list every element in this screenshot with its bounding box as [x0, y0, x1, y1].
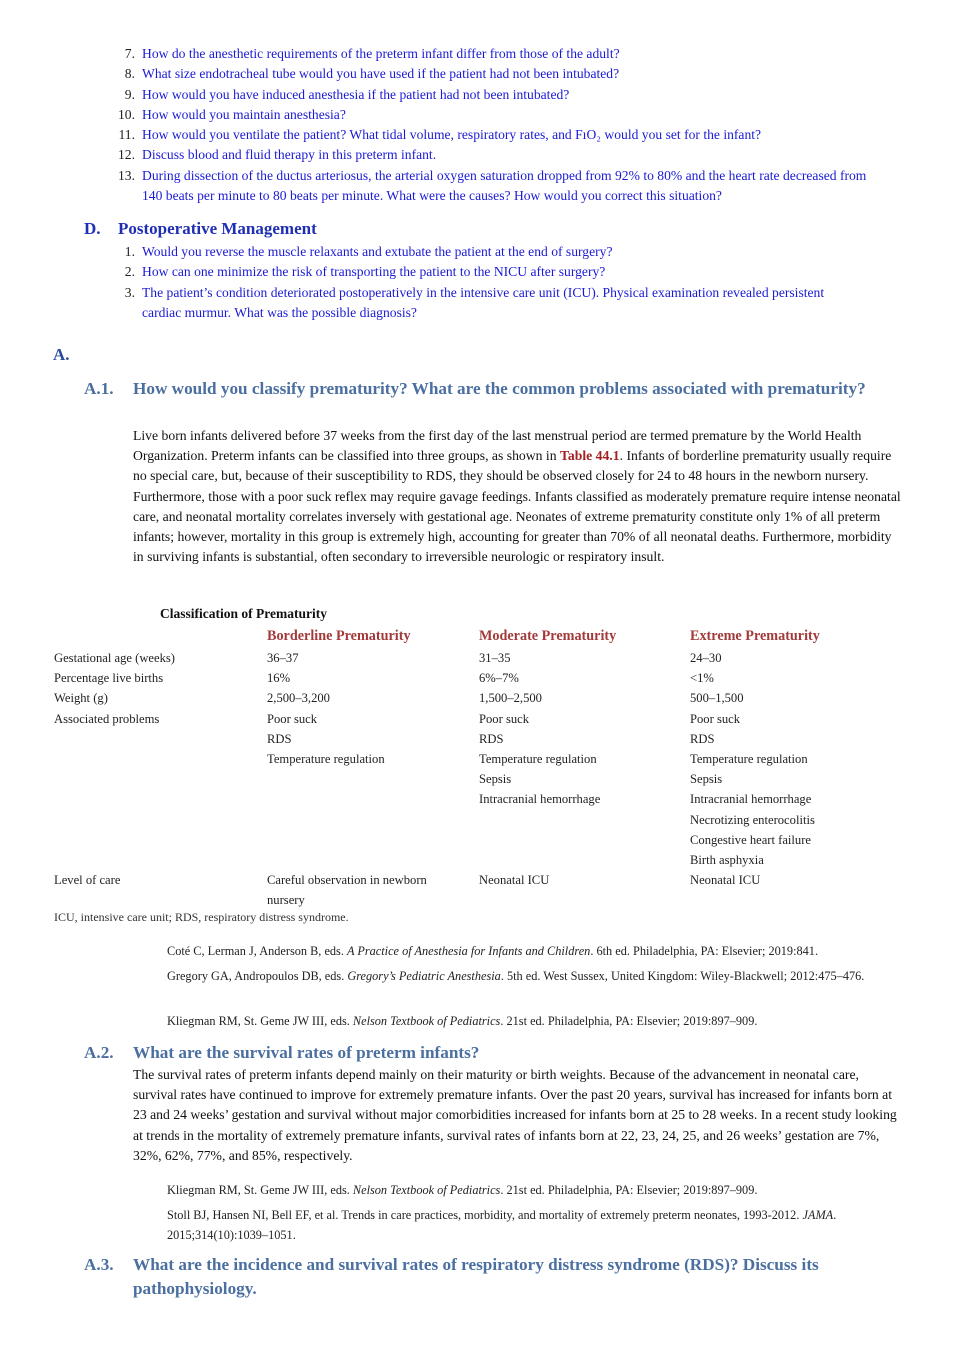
table-cell: Intracranial hemorrhage: [479, 792, 601, 807]
table-cell: Temperature regulation: [479, 752, 597, 766]
answer-paragraph-a2: The survival rates of preterm infants depend mainly on their maturity or birth weights. Because of the advancement in neonatal care, survival rates have continued to improve for extremely premature infants. Over the past 20 years, survival has increased for infants born at 23 and 24 weeks’ gestation and survival without major comorbidities increased for infants born at 25 to 28 weeks. In a recent study looking at trends in the mortality of extremely premature infants, survival rates of infants born at 22, 23, 24, 25, and 26 weeks’ gestation are 7%, 32%, 62%, 77%, and 85%, respectively.: [133, 1067, 897, 1163]
table-cell: RDS: [267, 731, 292, 746]
question-number: 7.: [124, 46, 135, 61]
reference-text: Coté C, Lerman J, Anderson B, eds.: [167, 944, 347, 958]
question-heading-number: A.1.: [84, 379, 114, 398]
table-cell: Careful observation in newborn: [267, 873, 427, 888]
table-cell: Poor suck: [690, 711, 741, 726]
question-heading-text: How would you classify prematurity? What are the common problems associated with prematurity?: [133, 379, 866, 398]
table-cell: 1,500–2,500: [479, 691, 542, 706]
column-header: Borderline Prematurity: [267, 628, 411, 644]
table-cell: Neonatal ICU: [479, 873, 550, 888]
table-cell: Birth asphyxia: [690, 853, 764, 867]
section-a-heading: A.: [53, 345, 70, 364]
reference-source-title: Gregory’s Pediatric Anesthesia: [347, 969, 501, 983]
reference-entry: [167, 966, 887, 986]
table-cell: Temperature regulation: [690, 752, 808, 766]
column-header: Moderate Prematurity: [479, 628, 617, 644]
question-item: [107, 242, 862, 262]
row-label: Gestational age (weeks): [54, 651, 175, 665]
question-number: 8.: [124, 66, 135, 82]
reference-text: Gregory GA, Andropoulos DB, eds.: [167, 969, 348, 983]
question-text: During dissection of the ductus arteriosus, the arterial oxygen saturation dropped from 92% to 80% and the heart rate decreased from 140 beats per minute to 80 beats per minute. What were the causes? How would you correct this situation?: [142, 167, 867, 204]
table-cell: nursery: [267, 893, 305, 908]
question-text: How would you maintain anesthesia?: [142, 106, 346, 122]
table-cell: Necrotizing enterocolitis: [690, 812, 815, 827]
table-cell: Neonatal ICU: [690, 873, 761, 888]
question-item: [107, 44, 887, 64]
question-heading-a1: [84, 377, 903, 401]
reference-entry: [167, 1180, 887, 1200]
table-cell: 24–30: [690, 651, 722, 665]
question-heading-text: What are the survival rates of preterm infants?: [133, 1043, 480, 1062]
question-item: [107, 64, 887, 84]
question-item: [107, 85, 887, 105]
reference-entry: [167, 941, 887, 961]
reference-text: Kliegman RM, St. Geme JW III, eds.: [167, 1014, 353, 1028]
question-number: 3.: [124, 284, 135, 300]
reference-text: . 2015;314(10):1039–1051.: [167, 1208, 837, 1243]
section-d-heading: [84, 219, 317, 239]
reference-text: . 21st ed. Philadelphia, PA: Elsevier; 2019:897–909.: [500, 1183, 758, 1197]
question-item: [107, 105, 887, 125]
question-text: How would you ventilate the patient? What tidal volume, respiratory rates, and FıO₂ would you set for the infant?: [142, 127, 762, 143]
reference-text: . 6th ed. Philadelphia, PA: Elsevier; 2019:841.: [590, 944, 819, 958]
question-text: What size endotracheal tube would you have used if the patient had not been intubated?: [142, 66, 620, 82]
table-cell: 36–37: [267, 651, 299, 665]
question-heading-a3: [84, 1253, 903, 1301]
reference-source-title: JAMA: [802, 1208, 834, 1222]
question-text: Discuss blood and fluid therapy in this preterm infant.: [142, 147, 437, 163]
question-number: 12.: [118, 147, 135, 163]
reference-text: Stoll BJ, Hansen NI, Bell EF, et al. Trends in care practices, morbidity, and mortality of extremely preterm neonates, 1993-2012.: [167, 1208, 803, 1222]
paragraph-text: Live born infants delivered before 37 weeks from the first day of the last menstrual period are termed premature by the World Health Organization. Preterm infants can be classified into three groups, as shown in: [133, 428, 862, 464]
table-cell: Intracranial hemorrhage: [690, 792, 812, 807]
question-text: How do the anesthetic requirements of the preterm infant differ from those of the adult?: [142, 46, 620, 61]
reference-source-title: A Practice of Anesthesia for Infants and Children: [347, 944, 591, 958]
question-text: How would you have induced anesthesia if the patient had not been intubated?: [142, 86, 570, 102]
table-reference-link[interactable]: Table 44.1: [560, 448, 620, 464]
table-cell: 16%: [267, 671, 291, 686]
column-header: Extreme Prematurity: [690, 628, 820, 644]
table-cell: Congestive heart failure: [690, 832, 811, 847]
question-number: 11.: [118, 127, 135, 143]
table-cell: Sepsis: [690, 772, 723, 787]
question-heading-number: A.2.: [84, 1043, 114, 1062]
question-number: 10.: [118, 106, 135, 122]
row-label: Weight (g): [54, 691, 108, 706]
table-cell: Poor suck: [479, 711, 530, 726]
table-cell: 31–35: [479, 651, 511, 665]
table-cell: Temperature regulation: [267, 752, 385, 766]
table-cell: 2,500–3,200: [267, 691, 330, 706]
question-list-d: [107, 242, 862, 323]
row-label: Level of care: [54, 873, 121, 888]
question-number: 9.: [124, 86, 135, 102]
question-item: [107, 262, 862, 282]
reference-text: Kliegman RM, St. Geme JW III, eds.: [167, 1183, 353, 1197]
reference-text: . 5th ed. West Sussex, United Kingdom: Wiley-Blackwell; 2012:475–476.: [500, 969, 865, 983]
table-cell: RDS: [690, 731, 715, 746]
question-text: The patient’s condition deteriorated postoperatively in the intensive care unit (ICU). Physical examination revealed persistent cardiac murmur. What was the possible diagnosis?: [142, 284, 825, 320]
question-list-c: [107, 44, 887, 206]
reference-entry: [167, 1011, 887, 1031]
reference-text: . 21st ed. Philadelphia, PA: Elsevier; 2019:897–909.: [500, 1014, 758, 1028]
answer-paragraph-a1: [133, 426, 903, 567]
section-letter: D.: [84, 219, 101, 238]
table-cell: RDS: [479, 731, 504, 746]
question-item: [107, 125, 887, 145]
question-number: 1.: [124, 244, 135, 259]
paragraph-text: . Infants of borderline prematurity usually require no special care, but, because of their susceptibility to RDS, they should be observed closely for 24 to 48 hours in the newborn nursery. Furthermore, those with a poor suck reflex may require gavage feedings. Infants classified as moderately premature require intense neonatal care, and neonatal mortality correlates inversely with gestational age. Neonates of extreme prematurity constitute only 1% of all preterm infants; however, mortality in this group is extremely high, accounting for greater than 70% of all neonatal deaths. Furthermore, morbidity in surviving infants is substantial, often secondary to irreversible neurologic or respiratory insult.: [133, 448, 901, 565]
section-title: Postoperative Management: [118, 219, 317, 238]
table-cell: Sepsis: [479, 772, 512, 787]
question-text: Would you reverse the muscle relaxants and extubate the patient at the end of surgery?: [142, 244, 613, 259]
question-item: [107, 166, 887, 207]
question-item: [107, 283, 862, 324]
table-cell: Poor suck: [267, 711, 318, 726]
reference-source-title: Nelson Textbook of Pediatrics: [352, 1014, 501, 1028]
question-number: 13.: [118, 167, 135, 183]
reference-source-title: Nelson Textbook of Pediatrics: [352, 1183, 501, 1197]
question-heading-number: A.3.: [84, 1255, 114, 1274]
question-text: How can one minimize the risk of transporting the patient to the NICU after surgery?: [142, 264, 606, 280]
table-title: Classification of Prematurity: [160, 606, 327, 621]
table-cell: 500–1,500: [690, 691, 744, 706]
reference-entry: [167, 1205, 887, 1245]
question-item: [107, 145, 887, 165]
table-cell: 6%–7%: [479, 671, 519, 686]
row-label: Percentage live births: [54, 671, 164, 686]
table-cell: <1%: [690, 671, 714, 686]
question-heading-text: What are the incidence and survival rates of respiratory distress syndrome (RDS)? Discuss its pathophysiology.: [133, 1255, 819, 1298]
table-footnote: ICU, intensive care unit; RDS, respiratory distress syndrome.: [54, 910, 349, 924]
question-number: 2.: [124, 264, 135, 280]
question-heading-a2: [84, 1041, 903, 1065]
row-label: Associated problems: [54, 711, 160, 726]
